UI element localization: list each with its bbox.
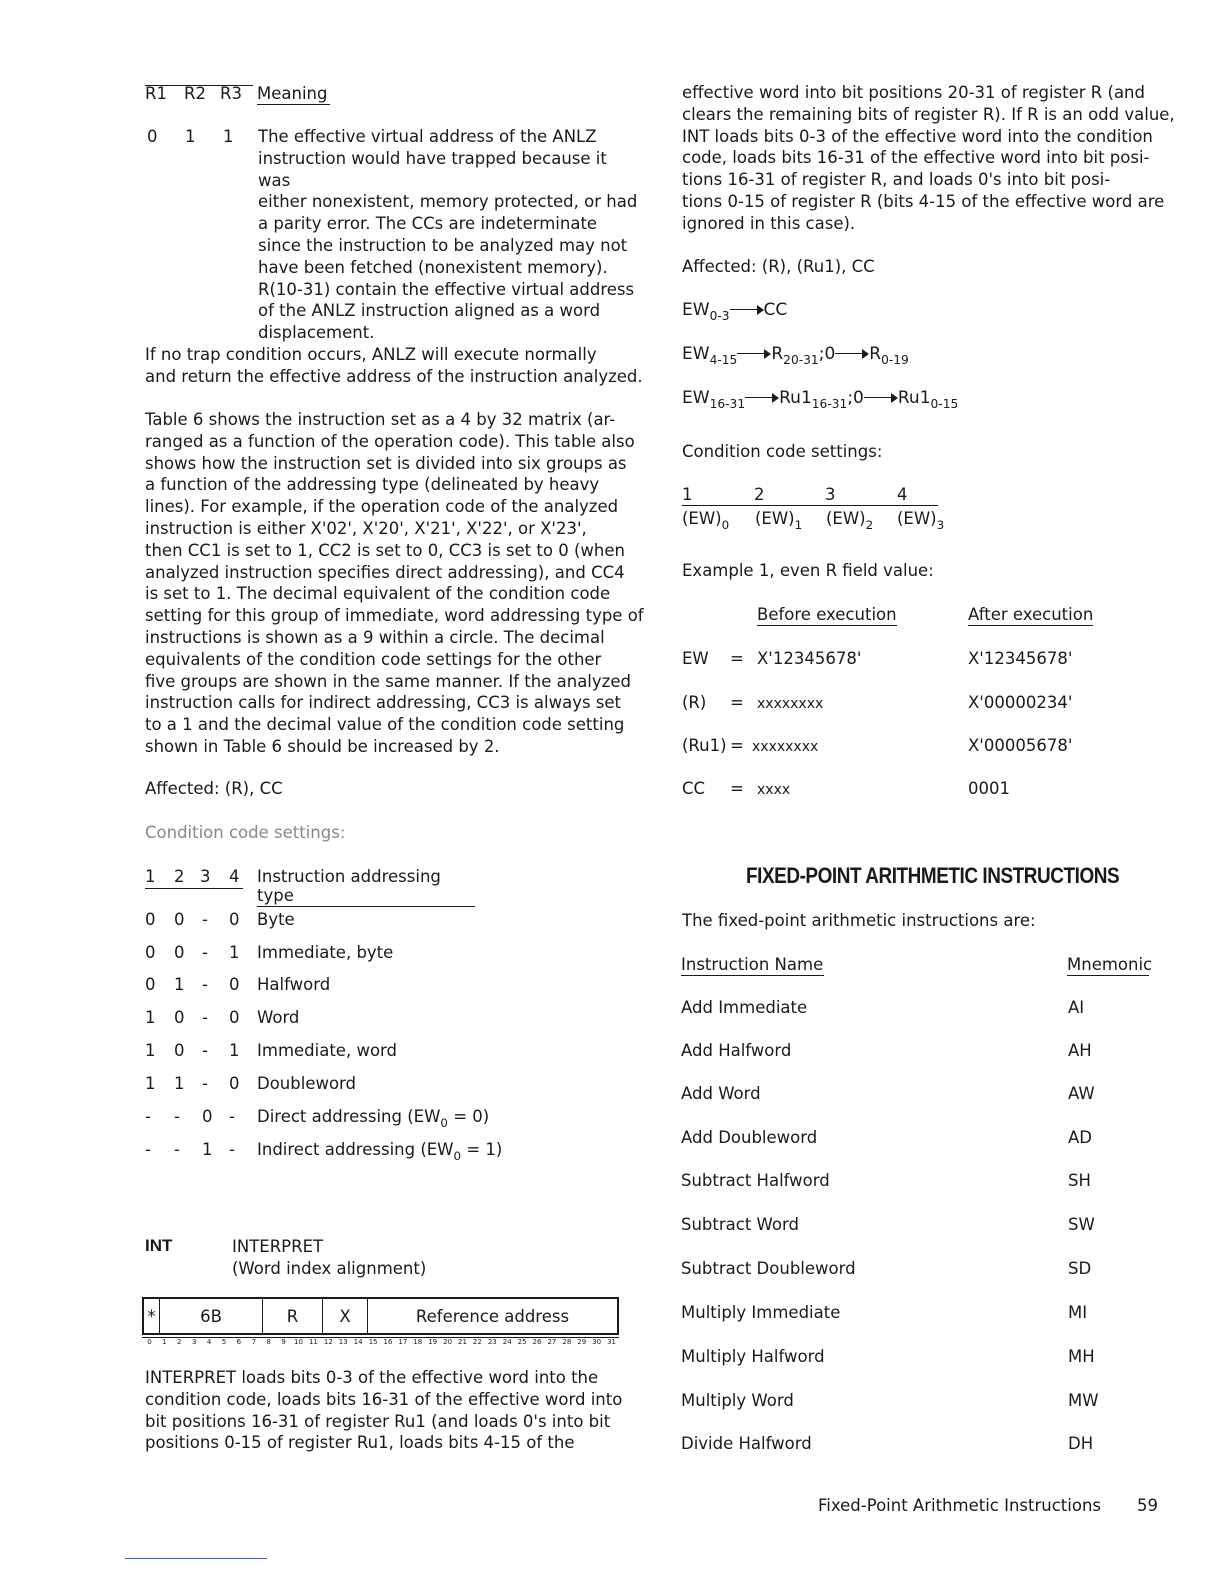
field-opcode: 6B	[159, 1299, 262, 1333]
paragraph-no-trap: If no trap condition occurs, ANLZ will execute normally and return the effective address of the instruction analyzed.	[145, 345, 643, 386]
equation-cc: $EW_{0-3}$ CC	[682, 300, 788, 323]
int-title: INTERPRET (Word index alignment)	[232, 1237, 427, 1278]
row-011-meaning: The effective virtual address of the ANLZ instruction would have trapped because it was either nonexistent, memory protected, or had a parity error. The CCs are indeterminate since the instruction to be analyzed may not have been fetched (nonexistent memory). R(10-31) contain the effective virtual address of the ANLZ instruction aligned as a word displacement.	[258, 127, 638, 343]
affected-left: Affected: (R), CC	[145, 779, 283, 798]
hdr-meaning: Meaning	[257, 84, 330, 105]
fixed-point-intro: The fixed-point arithmetic instructions are:	[682, 911, 1036, 930]
paragraph-table6: Table 6 shows the instruction set as a 4 by 32 matrix (ar- ranged as a function of the operation code). This table also shows how the instruction set is divided into six groups as a function of the addressing type (delineated by heavy lines). For example, if the operation code of the analyzed instruction is either X'02', X'20', X'21', X'22', or X'23', then CC1 is set to 1, CC2 is set to 0, CC3 is set to 0 (when analyzed instruction specifies direct addressing), and CC4 is set to 1. The decimal equivalent of the condition code setting for this group of immediate, word addressing type of instructions is shown as a 9 within a circle. The decimal equivalents of the condition code settings for the other five groups are shown in the same manner. If the analyzed instruction calls for indirect addressing, CC3 is always set to a 1 and the decimal value of the condition code setting shown in Table 6 should be increased by 2.	[145, 410, 644, 756]
example-label: Example 1, even R field value:	[682, 561, 934, 580]
field-x: X	[322, 1299, 367, 1333]
bit-positions: 0 1 2 3 4 5 6 7 8 9 10 11 12 13 14 15 16 17 18 19 20 21 22 23 24 25 26 27 28 29 30 31	[142, 1337, 619, 1346]
int-mnemonic: INT	[145, 1236, 173, 1255]
paragraph-int-cont: effective word into bit positions 20-31 of register R (and clears the remaining bits of register R). If R is an odd value, INT loads bits 0-3 of the effective word into the condition code, loads bits 16-31 of the effective word into bit posi- tions 16-31 of register R, and loads 0's into bit posi- tions 0-15 of register R (bits 4-15 of the effective word are ignored in this case).	[682, 83, 1175, 233]
instruction-name-header: Instruction Name	[681, 955, 824, 974]
field-reference-address: Reference address	[367, 1299, 617, 1333]
arrow-icon	[745, 393, 779, 403]
before-execution-header: Before execution	[757, 605, 897, 624]
arrow-icon	[864, 393, 898, 403]
mnemonic-header: Mnemonic	[1067, 955, 1153, 974]
hdr-r3: R3	[220, 84, 242, 103]
field-r: R	[262, 1299, 322, 1333]
section-heading: FIXED-POINT ARITHMETIC INSTRUCTIONS	[746, 863, 1120, 888]
equation-r: $EW_{4-15}$ $R_{20-31};0$ $R_{0-19}$	[682, 344, 909, 367]
instruction-format-box	[142, 1297, 619, 1335]
hdr-r2: R2	[184, 84, 206, 103]
page-number: 59	[1137, 1496, 1158, 1515]
equation-ru1: $EW_{16-31}$ $Ru1_{16-31};0$ $Ru1_{0-15}$	[682, 388, 959, 411]
cc-settings-label-right: Condition code settings:	[682, 442, 883, 461]
arrow-icon	[737, 349, 771, 359]
arrow-icon	[835, 349, 869, 359]
after-execution-header: After execution	[968, 605, 1094, 624]
cc-table-header: 1 2 3 4 Instruction addressing type	[145, 867, 475, 891]
affected-right: Affected: (R), (Ru1), CC	[682, 257, 875, 276]
arrow-icon	[730, 305, 764, 315]
field-indirect: *	[147, 1306, 156, 1326]
paragraph-interpret: INTERPRET loads bits 0-3 of the effective word into the condition code, loads bits 16-31 of the effective word into bit positions 16-31 of register Ru1 (and loads 0's into bit positions 0-15 of register Ru1, loads bits 4-15 of the	[145, 1368, 623, 1453]
hdr-r1: R1	[145, 84, 167, 103]
cc-settings-int: 1 2 3 4 $(EW)_0$ $(EW)_1$ $(EW)_2$ $(EW)_3$	[682, 485, 945, 532]
divider	[125, 1558, 267, 1559]
cc-settings-label-left: Condition code settings:	[145, 823, 346, 842]
footer-title: Fixed-Point Arithmetic Instructions	[818, 1496, 1102, 1515]
